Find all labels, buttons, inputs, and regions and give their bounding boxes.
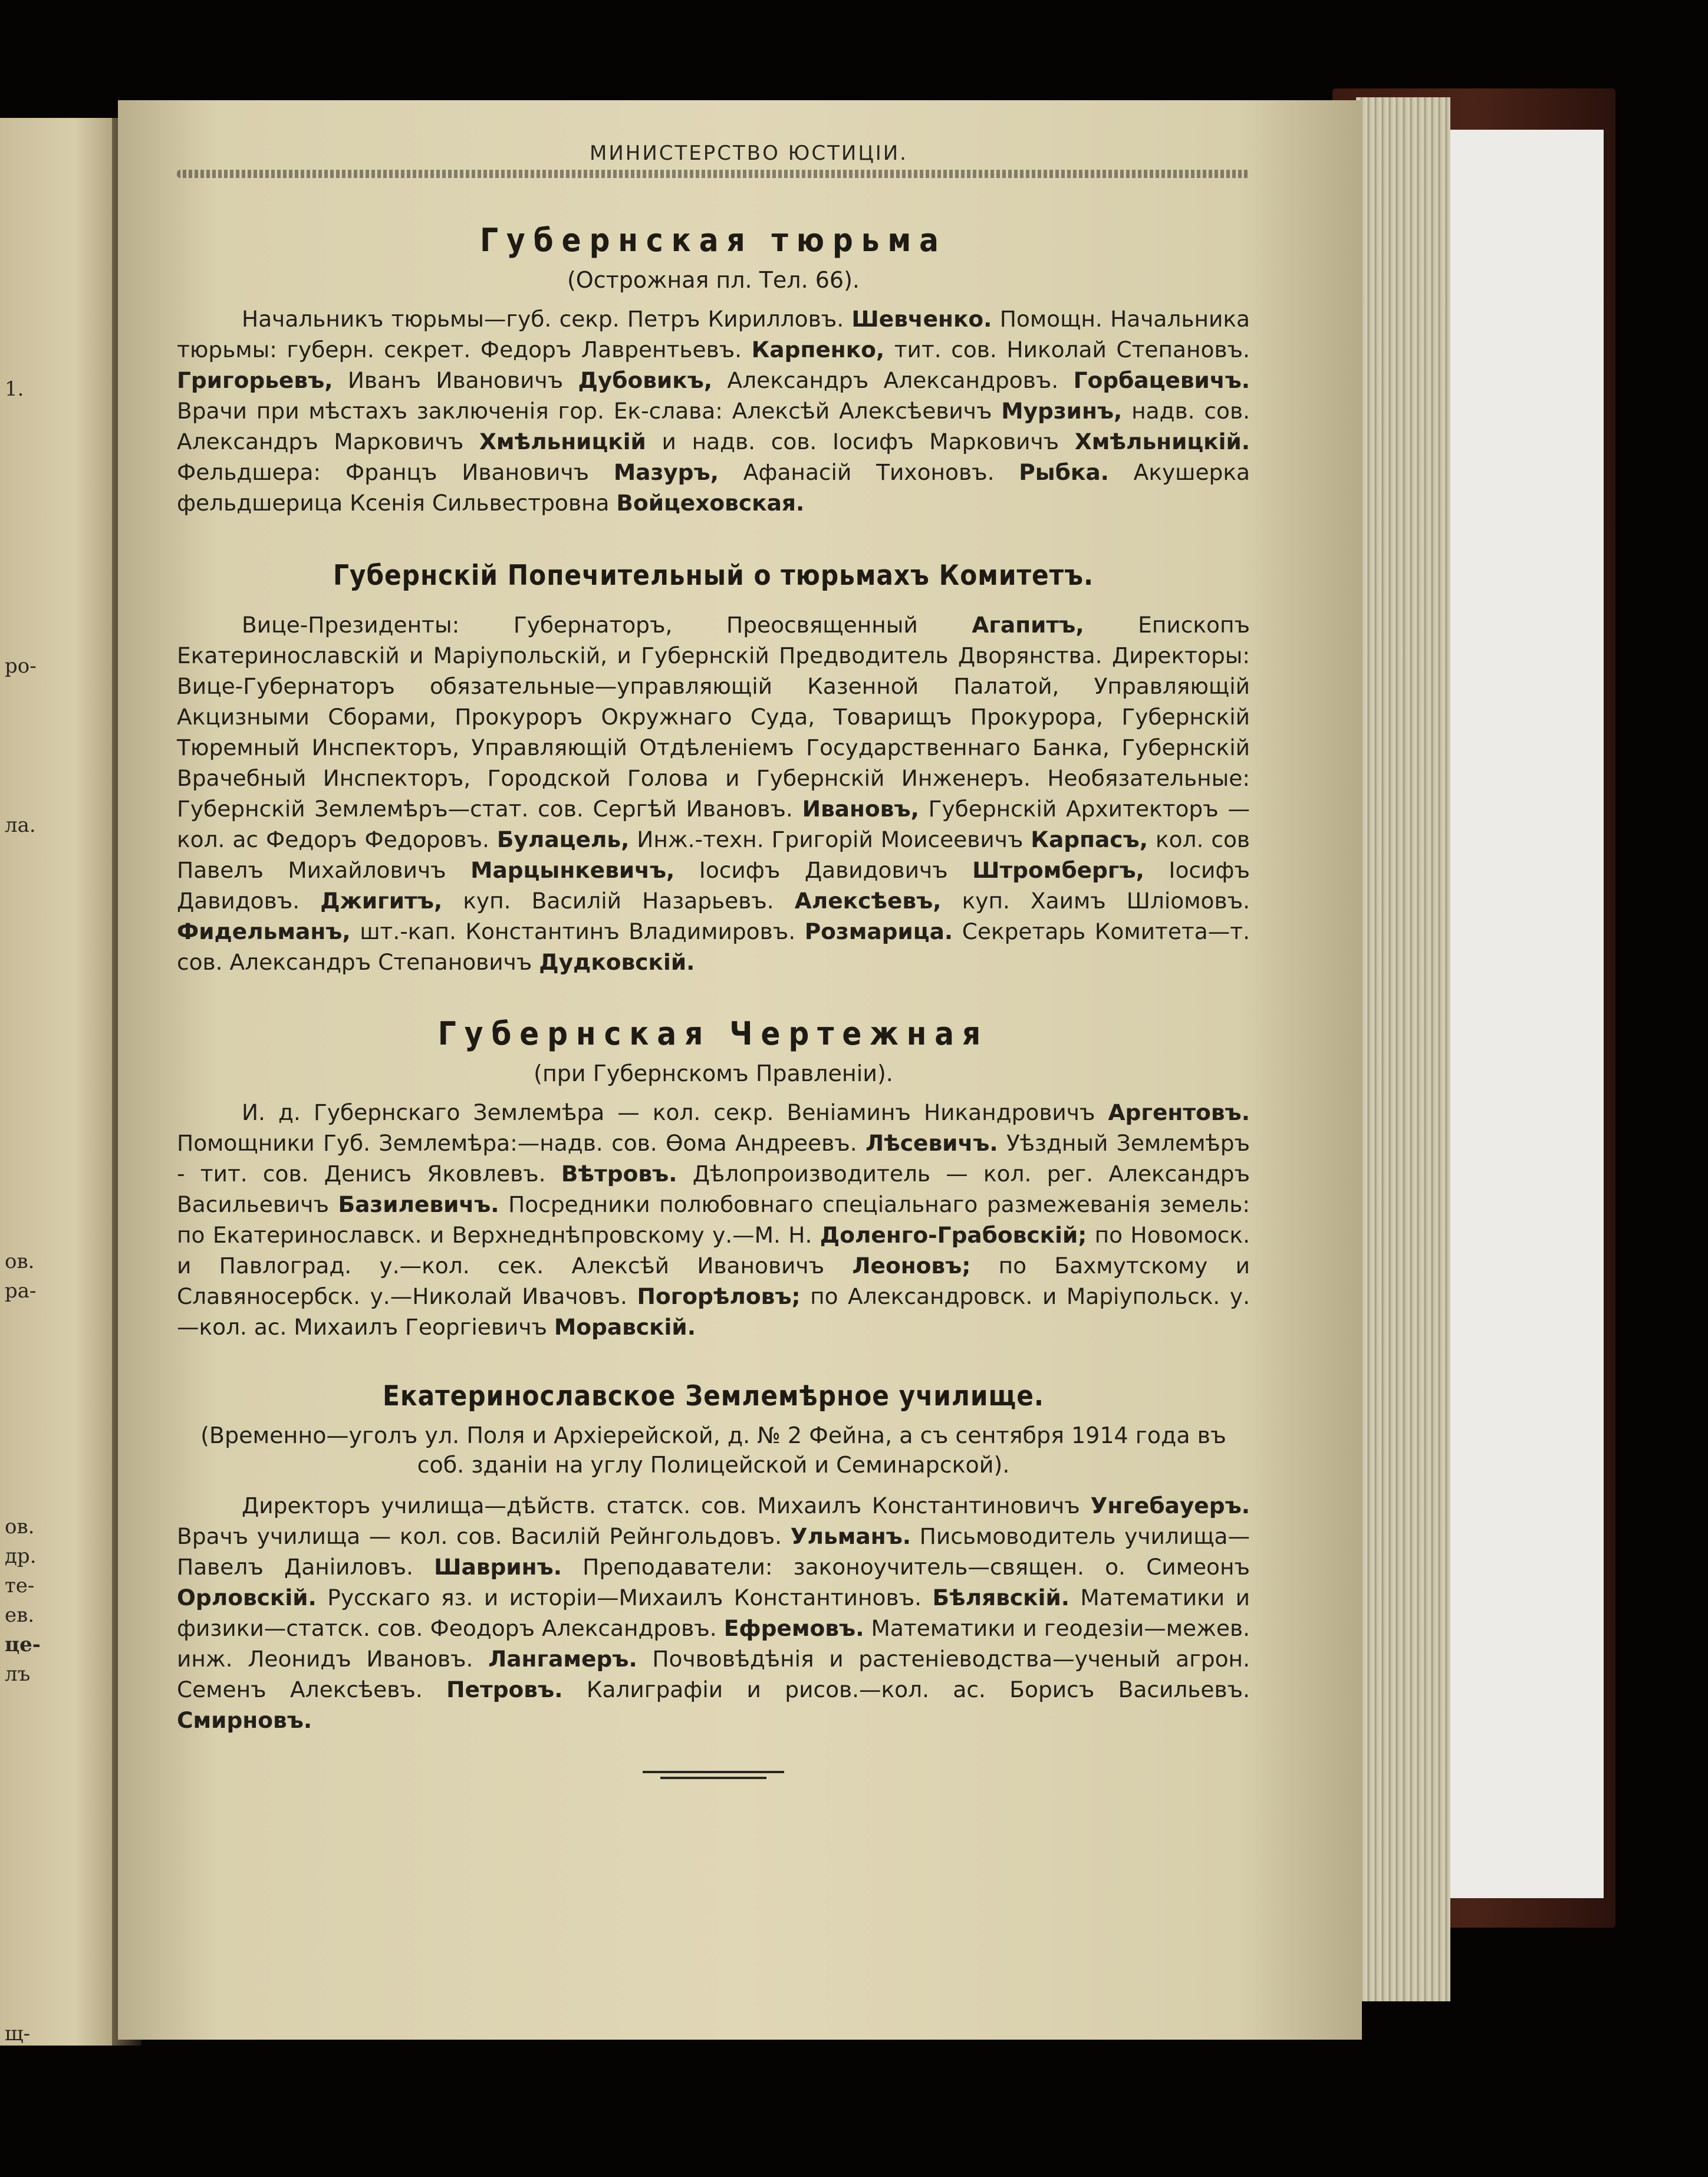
left-page-fragment: ев. bbox=[5, 1603, 35, 1627]
section-text-prison: Начальникъ тюрьмы—губ. секр. Петръ Кирилловъ. Шевченко. Помощн. Начальника тюрьмы: губерн. секрет. Федоръ Лаврентьевъ. Карпенко, тит. сов. Николай Степановъ. Григорьевъ, Иванъ Ивановичъ Дубовикъ, Александръ Александровъ. Горбацевичъ. Врачи при мѣстахъ заключенія гор. Ек-слава: Алексѣй Алексѣевичъ Мурзинъ, надв. сов. Александръ Марковичъ Хмѣльницкій и надв. сов. Іосифъ Марковичъ Хмѣльницкій. Фельдшера: Францъ Ивановичъ Мазуръ, Афанасій Тихоновъ. Рыбка. Акушерка фельдшерица Ксенія Сильвестровна Войцеховская. bbox=[177, 306, 1250, 516]
section-text-committee: Вице-Президенты: Губернаторъ, Преосвященный Агапитъ, Епископъ Екатеринославскій и Маріупольскій, и Губернскій Предводитель Дворянства. Директоры: Вице-Губернаторъ обязательные—управляющій Казенной Палатой, Управляющій Акцизными Сборами, Прокуроръ Окружнаго Суда, Товарищъ Прокурора, Губернскій Тюремный Инспекторъ, Управляющій Отдѣленіемъ Государственнаго Банка, Губернскій Врачебный Инспекторъ, Городской Голова и Губернскій Инженеръ. Необязательные: Губернскій Землемѣръ—стат. сов. Сергѣй Ивановъ. Ивановъ, Губернскій Архитекторъ — кол. ас Федоръ Федоровъ. Булацель, Инж.-техн. Григорій Моисеевичъ Карпасъ, кол. сов Павелъ Михайловичъ Марцынкевичъ, Іосифъ Давидовичъ Штромбергъ, Іосифъ Давидовъ. Джигитъ, куп. Василій Назарьевъ. Алексѣевъ, куп. Хаимъ Шліомовъ. Фидельманъ, шт.-кап. Константинъ Владимировъ. Розмарица. Секретарь Комитета—т. сов. Александръ Степановичъ Дудковскій. bbox=[177, 612, 1250, 975]
end-ornament bbox=[631, 1771, 796, 1779]
section-text-school: Директоръ училища—дѣйств. статск. сов. Михаилъ Константиновичъ Унгебауеръ. Врачъ училища — кол. сов. Василій Рейнгольдовъ. Ульманъ. Письмоводитель училища—Павелъ Даніиловъ. Шавринъ. Преподаватели: законоучитель—священ. о. Симеонъ Орловскій. Русскаго яз. и исторіи—Михаилъ Константиновъ. Бѣлявскій. Математики и физики—статск. сов. Феодоръ Александровъ. Ефремовъ. Математики и геодезіи—межев. инж. Леонидъ Ивановъ. Лангамеръ. Почвовѣдѣнія и растеніеводства—ученый агрон. Семенъ Алексѣевъ. Петровъ. Калиграфіи и рисов.—кол. ас. Борисъ Васильевъ. Смирновъ. bbox=[177, 1493, 1250, 1733]
left-page-fragment: 1. bbox=[5, 377, 24, 401]
left-page-fragment: ра- bbox=[5, 1279, 37, 1303]
section-subtitle-school: (Временно—уголъ ул. Поля и Архіерейской, д. № 2 Фейна, а съ сентября 1914 года въ соб. зданіи на углу Полицейской и Семинарской). bbox=[200, 1422, 1226, 1478]
section-title-drafting: Губернская Чертежная bbox=[437, 1015, 989, 1052]
section-subtitle-drafting: (при Губернскомъ Правленіи). bbox=[534, 1060, 893, 1086]
left-page-fragment: ро- bbox=[5, 654, 37, 678]
left-page-fragment: ов. bbox=[5, 1250, 35, 1273]
section-title-prison: Губернская тюрьма bbox=[480, 222, 947, 259]
left-facing-page bbox=[0, 118, 124, 2046]
left-page-fragment: ов. bbox=[5, 1515, 35, 1539]
backing-sheet bbox=[1427, 130, 1604, 1898]
left-page-fragment: те- bbox=[5, 1574, 35, 1598]
running-head: МИНИСТЕРСТВО ЮСТИЦІИ. bbox=[590, 141, 908, 165]
section-title-committee: Губернскій Попечительный о тюрьмахъ Комитетъ. bbox=[333, 559, 1094, 592]
section-text-drafting: И. д. Губернскаго Землемѣра — кол. секр. Веніаминъ Никандровичъ Аргентовъ. Помощники Губ. Землемѣра:—надв. сов. Ѳома Андреевъ. Лѣсевичъ. Уѣздный Землемѣръ - тит. сов. Денисъ Яковлевъ. Вѣтровъ. Дѣлопроизводитель — кол. рег. Александръ Васильевичъ Базилевичъ. Посредники полюбовнаго спеціальнаго размежеванія земель: по Екатеринославск. и Верхнеднѣпровскому у.—М. Н. Доленго-Грабовскій; по Новомоск. и Павлоград. у.—кол. сек. Алексѣй Ивановичъ Леоновъ; по Бахмутскому и Славяносербск. у.—Николай Ивачовъ. Погорѣловъ; по Александровск. и Маріупольск. у.—кол. ас. Михаилъ Георгіевичъ Моравскій. bbox=[177, 1099, 1250, 1340]
section-subtitle-prison: (Острожная пл. Тел. 66). bbox=[567, 267, 860, 293]
page-edges bbox=[1356, 97, 1450, 2001]
left-page-fragment: лъ bbox=[5, 1662, 31, 1686]
left-page-fragment: щ- bbox=[5, 2022, 31, 2046]
left-page-fragment: др. bbox=[5, 1544, 37, 1568]
left-page-fragment: ла. bbox=[5, 814, 36, 837]
header-rule bbox=[177, 170, 1250, 178]
section-title-school: Екатеринославское Землемѣрное училище. bbox=[383, 1380, 1044, 1412]
page-content bbox=[177, 141, 1250, 1783]
left-page-fragment: це- bbox=[5, 1633, 41, 1656]
